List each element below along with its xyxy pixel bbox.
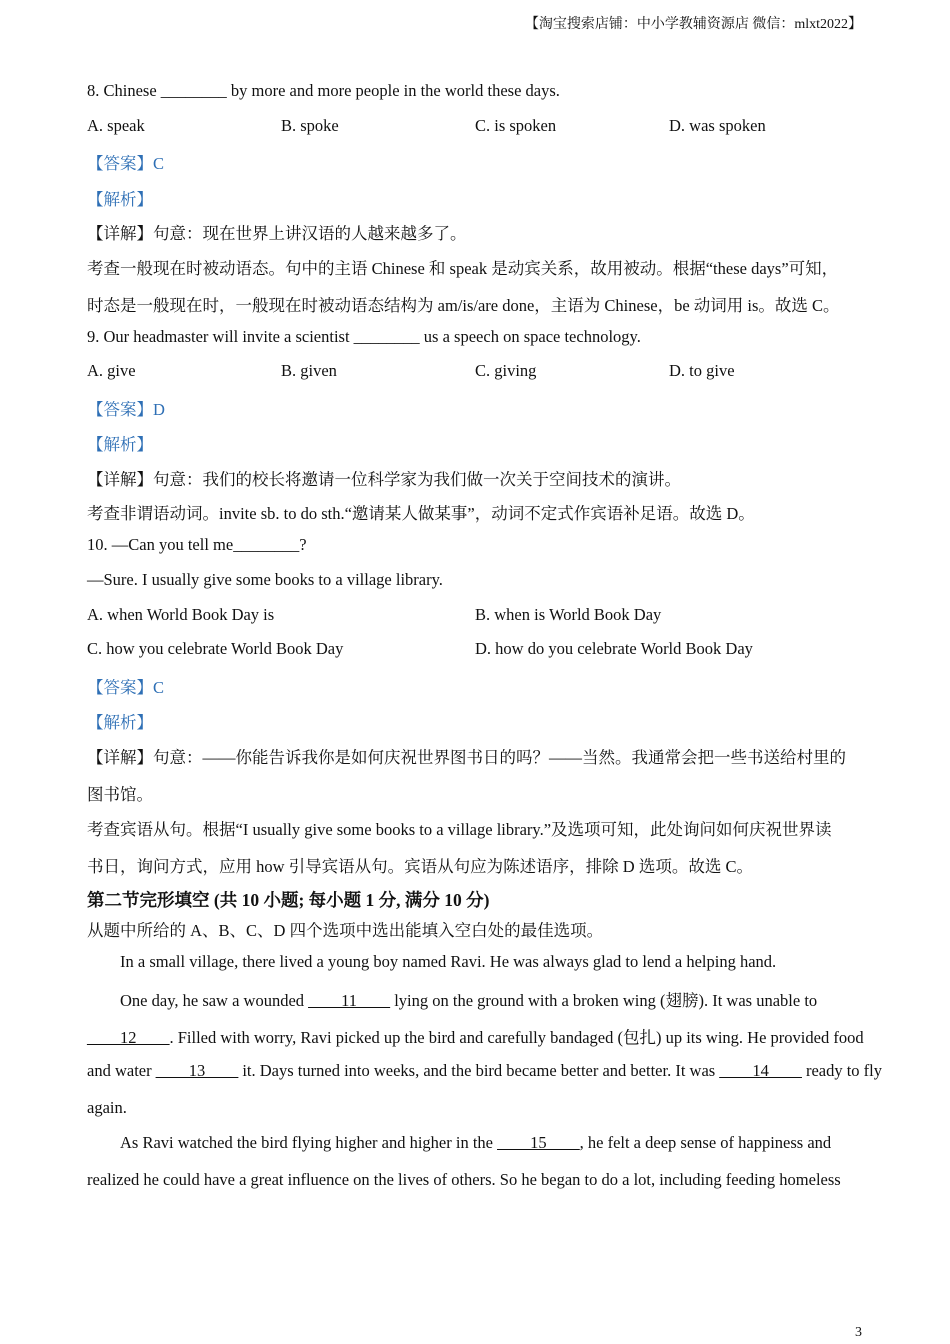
q8-option-c: C. is spoken xyxy=(475,116,557,135)
q8-stem: 8. Chinese ________ by more and more people in the world these days. xyxy=(87,81,560,100)
q8-option-a: A. speak xyxy=(87,116,145,135)
q10-explain-2: 书日，询问方式，应用 how 引导宾语从句。宾语从句应为陈述语序，排除 D 选项。故选 C。 xyxy=(87,857,753,876)
passage-text: ready to fly xyxy=(801,1061,883,1080)
blank-14: ____14____ xyxy=(719,1061,802,1080)
q9-analysis-label: 【解析】 xyxy=(87,435,153,454)
q10-detail-1: 【详解】句意：——你能告诉我你是如何庆祝世界图书日的吗？——当然。我通常会把一些书送给村里的 xyxy=(87,748,846,767)
q9-option-a: A. give xyxy=(87,361,136,380)
q9-option-b: B. given xyxy=(281,361,337,380)
passage-text: and water xyxy=(87,1061,156,1080)
passage-line-2b xyxy=(87,1024,864,1048)
q8-option-d: D. was spoken xyxy=(669,116,766,135)
q10-answer: 【答案】C xyxy=(87,678,165,697)
q8-option-b: B. spoke xyxy=(281,116,339,135)
blank-13: ____13____ xyxy=(155,1061,239,1080)
q10-analysis-label: 【解析】 xyxy=(87,713,153,732)
passage-text: One day, he saw a wounded xyxy=(120,991,309,1010)
blank-12: ____12____ xyxy=(87,1028,170,1047)
q9-option-d: D. to give xyxy=(669,361,735,380)
passage-text: it. Days turned into weeks, and the bird became better and better. It was xyxy=(238,1061,720,1080)
q10-reply: —Sure. I usually give some books to a village library. xyxy=(87,570,443,589)
q10-stem: 10. —Can you tell me________? xyxy=(87,535,307,554)
q9-detail: 【详解】句意：我们的校长将邀请一位科学家为我们做一次关于空间技术的演讲。 xyxy=(87,470,681,489)
q9-option-c: C. giving xyxy=(475,361,537,380)
passage-line-2c xyxy=(87,1061,882,1081)
passage-line-3b: realized he could have a great influence on the lives of others. So he began to do a lot, including feeding homeless xyxy=(87,1170,841,1189)
q8-explain-1: 考查一般现在时被动语态。句中的主语 Chinese 和 speak 是动宾关系，故用被动。根据“these days”可知， xyxy=(87,259,839,278)
q10-option-c: C. how you celebrate World Book Day xyxy=(87,639,344,658)
blank-11: ____11____ xyxy=(308,991,391,1010)
passage-line-2d: again. xyxy=(87,1098,127,1117)
q8-analysis-label: 【解析】 xyxy=(87,190,153,209)
section-instruction: 从题中所给的 A、B、C、D 四个选项中选出能填入空白处的最佳选项。 xyxy=(87,921,604,940)
passage-text: , he felt a deep sense of happiness and xyxy=(579,1133,832,1152)
q10-option-d: D. how do you celebrate World Book Day xyxy=(475,639,753,658)
q10-explain-1: 考查宾语从句。根据“I usually give some books to a village library.”及选项可知，此处询问如何庆祝世界读 xyxy=(87,820,832,839)
passage-text: . Filled with worry, Ravi picked up the bird and carefully bandaged (包扎) up its wing. He provided food xyxy=(169,1028,864,1047)
page-header: 【淘宝搜索店铺：中小学教辅资源店 微信：mlxt2022】 xyxy=(524,17,862,32)
passage-text: lying on the ground with a broken wing (翅膀). It was unable to xyxy=(390,991,818,1010)
q9-explain-1: 考查非谓语动词。invite sb. to do sth.“邀请某人做某事”，动词不定式作宾语补足语。故选 D。 xyxy=(87,504,755,523)
page-number: 3 xyxy=(855,1325,862,1340)
q10-detail-2: 图书馆。 xyxy=(87,785,153,804)
passage-text: As Ravi watched the bird flying higher and higher in the xyxy=(120,1133,498,1152)
section-title: 第二节完形填空 (共 10 小题; 每小题 1 分, 满分 10 分) xyxy=(87,890,490,910)
q8-detail: 【详解】句意：现在世界上讲汉语的人越来越多了。 xyxy=(87,224,467,243)
passage-paragraph-1: In a small village, there lived a young boy named Ravi. He was always glad to lend a helping hand. xyxy=(120,952,777,971)
q10-option-a: A. when World Book Day is xyxy=(87,605,275,624)
q9-answer: 【答案】D xyxy=(87,400,165,419)
blank-15: ____15____ xyxy=(497,1133,580,1152)
q9-stem: 9. Our headmaster will invite a scientist ________ us a speech on space technology. xyxy=(87,327,641,346)
q8-explain-2: 时态是一般现在时，一般现在时被动语态结构为 am/is/are done，主语为 Chinese，be 动词用 is。故选 C。 xyxy=(87,296,840,315)
q8-answer: 【答案】C xyxy=(87,154,165,173)
passage-line-2a xyxy=(120,987,817,1011)
passage-line-3a xyxy=(120,1133,831,1153)
q10-option-b: B. when is World Book Day xyxy=(475,605,662,624)
